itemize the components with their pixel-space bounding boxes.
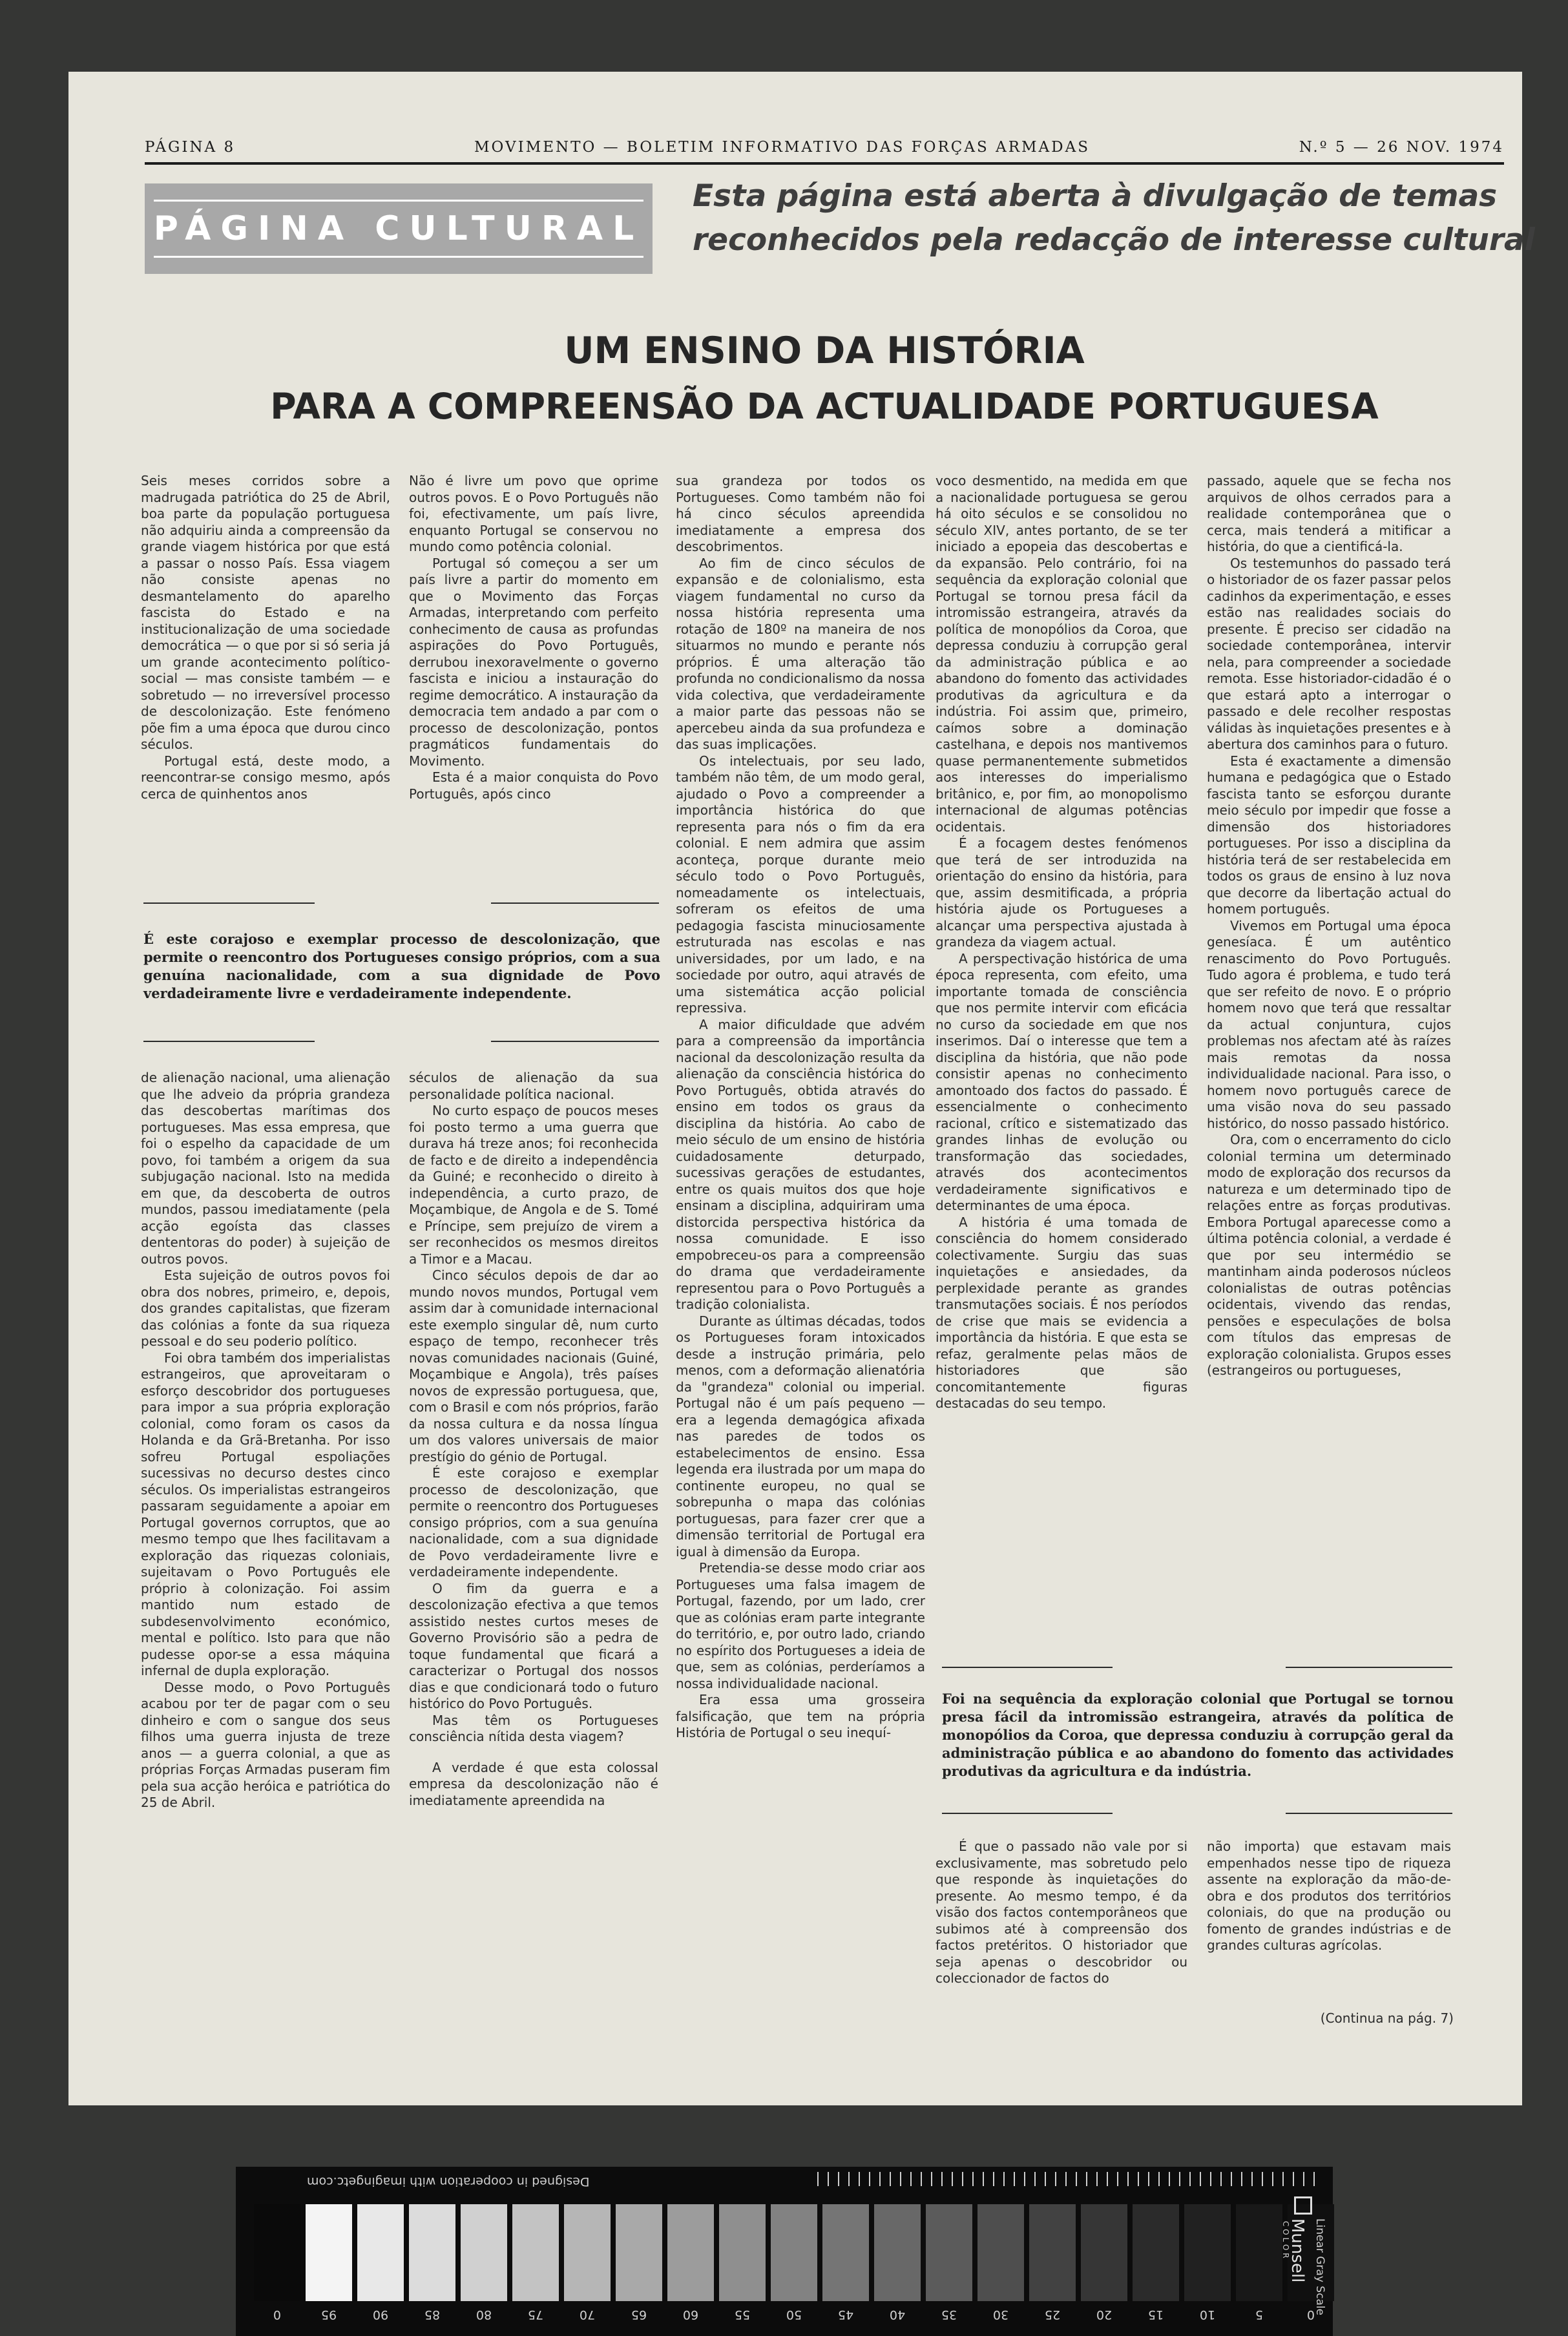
intro-text (693, 174, 1535, 262)
gray-swatch (874, 2204, 921, 2301)
paragraph: É que o passado não vale por si exclusivamente, mas sobretudo pelo que responde às inquietações do presente. Ao mesmo tempo, é da visão dos factos contemporâneos que subimos até à compreensão dos factos pretéritos. O historiador que seja apenas o descobridor ou coleccionador de factos do (936, 1839, 1187, 1986)
gray-swatch (1133, 2204, 1179, 2301)
card-top-strip (236, 2167, 1333, 2196)
paragraph: Esta sujeição de outros povos foi obra dos nobres, primeiro, e, depois, dos grandes capitalistas, que fizeram das colónias a fonte da sua riqueza pessoal e do seu poderio político. (141, 1267, 390, 1349)
paragraph: Portugal só começou a ser um país livre a partir do momento em que o Movimento das Forças Armadas, interpretando com perfeito conhecimento de causa as profundas aspirações do Povo Português, derrubou inexoravelmente o governo fascista e iniciou a instauração do regime democrático. A instauração da democracia tem andado a par com o processo de descolonização, pontos pragmáticos fundamentais do Movimento. (409, 555, 658, 769)
column-4-bottom (936, 1839, 1187, 1987)
column-4-top (936, 473, 1187, 1412)
gray-scale-number: 85 (424, 2308, 441, 2322)
pull-quote-rule-top (942, 1667, 1113, 1668)
paragraph: Vivemos em Portugal uma época genesíaca. É um autêntico renascimento do Povo Português. Tudo agora é problema, e tudo terá que ser refeito de novo. E o próprio homem novo que terá que ressaltar da actual conjuntura, cujos problemas nos afectam até às raízes mais remotas da nossa individualidade nacional. Para isso, o homem novo português carece de uma visão nova do seu passado histórico, do nosso passado histórico. (1207, 917, 1451, 1131)
column-3 (676, 473, 925, 1742)
gray-swatch (1184, 2204, 1231, 2301)
gray-swatch (461, 2204, 507, 2301)
intro-line-2: reconhecidos pela redacção de interesse cultural (693, 222, 1535, 258)
column-1-bottom (141, 1070, 390, 1811)
gray-swatch (719, 2204, 766, 2301)
pull-quote-rule-top (1286, 1667, 1452, 1668)
column-5-bottom (1207, 1839, 1451, 1954)
pull-quote-rule-bottom (1286, 1813, 1452, 1814)
pull-quote-rule-bottom (491, 1041, 659, 1042)
gray-scale-number: 95 (320, 2308, 337, 2322)
brand-name: Munsell (1288, 2218, 1307, 2283)
gray-scale-number: 65 (631, 2308, 647, 2322)
gray-swatch (1236, 2204, 1282, 2301)
paragraph: Durante as últimas décadas, todos os Portugueses foram intoxicados desde a instrução primária, pelo menos, com a deformação alienatória da "grandeza" colonial ou imperial. Portugal não é um país pequeno — era a legenda demagógica afixada nas paredes de todos os estabelecimentos de ensino. Essa legenda era ilustrada por um mapa do continente europeu, no qual se sobrepunha o mapa das colónias portuguesas, para fazer crer que a dimensão territorial de Portugal era igual à dimensão da Europa. (676, 1313, 925, 1559)
gray-scale-number: 20 (1096, 2308, 1113, 2322)
gray-scale-number: 60 (682, 2308, 699, 2322)
pull-quote-rule-top (491, 902, 659, 904)
section-label-box (145, 183, 653, 274)
paragraph: Mas têm os Portugueses consciência nítida desta viagem? (409, 1712, 658, 1744)
ruler-ticks (817, 2172, 1321, 2186)
gray-swatch (926, 2204, 972, 2301)
munsell-brand (1277, 2193, 1329, 2335)
intro-line-1: Esta página está aberta à divulgação de temas (693, 178, 1498, 214)
column-2-top (409, 473, 658, 802)
paragraph: voco desmentido, na medida em que a nacionalidade portuguesa se gerou há oito séculos e se consolidou no século XIV, antes portanto, de se ter iniciado a epopeia das descobertas e da expansão. Pelo contrário, foi na sequência da exploração colonial que Portugal se tornou presa fácil da intromissão estrangeira, através da política de monopólios da Coroa, que depressa conduziu à corrupção geral da administração pública e ao abandono do fomento das actividades produtivas da agricultura e da indústria. Foi assim que, primeiro, caímos sobre a dominação castelhana, e depois nos mantivemos quase permanentemente submetidos aos interesses do imperialismo britânico, e, por fim, ao monopolismo internacional de algumas potências ocidentais. (936, 473, 1187, 835)
gray-scale-number: 5 (1255, 2308, 1264, 2322)
title-line-2: PARA A COMPREENSÃO DA ACTUALIDADE PORTUGUESA (270, 386, 1379, 427)
paragraph: Pretendia-se desse modo criar aos Portugueses uma falsa imagem de Portugal, fazendo, por um lado, crer que as colónias eram parte integrante do território, e, por outro lado, criando no espírito dos Portugueses a ideia de que, sem as colónias, perderíamos a nossa individualidade nacional. (676, 1560, 925, 1691)
paragraph: A maior dificuldade que advém para a compreensão da importância nacional da descolonização resulta da alienação da consciência histórica do Povo Português, obtida através do ensino em todos os graus da disciplina da história. Ao cabo de meio século de um ensino de história cuidadosamente deturpado, sucessivas gerações de estudantes, entre os quais muitos dos que hoje ensinam a disciplina, adquiriram uma distorcida perspectiva histórica da nossa comunidade. E isso empobreceu-os para a compreensão do drama que verdadeiramente representou para o Povo Português a tradição colonialista. (676, 1016, 925, 1312)
gray-scale-number: 55 (734, 2308, 751, 2322)
pull-quote-rule-bottom (942, 1813, 1113, 1814)
pull-quote-1: É este corajoso e exemplar processo de descolonização, que permite o reencontro dos Portugueses consigo próprios, com a sua genuína nacionalidade, com a sua dignidade de Povo verdadeiramente livre e verdadeiramente independente. (143, 931, 660, 1001)
gray-scale-number: 50 (786, 2308, 802, 2322)
gray-swatch (1029, 2204, 1076, 2301)
paragraph: Era essa uma grosseira falsificação, que tem na própria História de Portugal o seu inequí- (676, 1692, 925, 1740)
paragraph: Desse modo, o Povo Português acabou por ter de pagar com o seu dinheiro e com o sangue dos seus filhos uma guerra injusta de treze anos — a guerra colonial, a que as próprias Forças Armadas puseram fim pela sua acção heróica e patriótica do 25 de Abril. (141, 1679, 390, 1810)
paragraph: Portugal está, deste modo, a reencontrar-se consigo mesmo, após cerca de quinhentos anos (141, 753, 390, 802)
gray-scale-number: 10 (1199, 2308, 1216, 2322)
pull-quote-rule-top (143, 902, 315, 904)
gray-swatch (1081, 2204, 1127, 2301)
pull-quote-2: Foi na sequência da exploração colonial que Portugal se tornou presa fácil da intromissão estrangeira, através da política de monopólios da Coroa, que depressa conduziu à corrupção geral da administração pública e ao abandono do fomento das actividades produtivas da agricultura e da indústria. (942, 1691, 1454, 1779)
paragraph: A verdade é que esta colossal empresa da descolonização não é imediatamente apreendida na (409, 1759, 658, 1808)
munsell-logo-icon (1294, 2196, 1312, 2215)
paragraph: Foi obra também dos imperialistas estrangeiros, que aproveitaram o esforço descobridor dos portugueses para impor a sua própria exploração colonial, como foram os casos da Holanda e da Grã-Bretanha. Por isso sofreu Portugal espoliações sucessivas no decurso destes cinco séculos. Os imperialistas estrangeiros passaram seguidamente a apoiar em Portugal governos corruptos, que ao mesmo tempo que lhes facilitavam a exploração das riquezas coloniais, sujeitavam o Povo Português ele próprio à colonização. Foi assim mantido num estado de subdesenvolvimento económico, mental e político. Isto para que não pudesse opor-se a essa máquina infernal de dupla exploração. (141, 1350, 390, 1678)
paragraph: É a focagem destes fenómenos que terá de ser introduzida na orientação do ensino da história, para que, assim desmitificada, a própria história ajude os Portugueses a alcançar uma perspectiva ajustada à grandeza da viagem actual. (936, 835, 1187, 950)
page-header (145, 135, 1504, 165)
gray-scale-number: 0 (1306, 2308, 1315, 2322)
gray-swatch (564, 2204, 611, 2301)
gray-swatch (357, 2204, 404, 2301)
paragraph: Esta é exactamente a dimensão humana e pedagógica que o Estado fascista tanto se esforçou durante meio século por impedir que fosse a dimensão dos historiadores portugueses. Por isso a disciplina da história terá de ser restabelecida em todos os graus de ensino à luz nova que decorre da libertação actual do homem português. (1207, 753, 1451, 917)
gray-scale-number: 75 (527, 2308, 544, 2322)
gray-scale-number: 15 (1147, 2308, 1164, 2322)
paragraph: sua grandeza por todos os Portugueses. Como também não foi há cinco séculos apreendida imediatamente a empresa dos descobrimentos. (676, 473, 925, 554)
continued-note: (Continua na pág. 7) (1320, 2010, 1454, 2026)
title-line-1: UM ENSINO DA HISTÓRIA (564, 329, 1085, 372)
gray-scale-number: 25 (1044, 2308, 1061, 2322)
column-2-bottom (409, 1070, 658, 1809)
paragraph: No curto espaço de poucos meses foi posto termo a uma guerra que durava há treze anos; foi reconhecida de facto e de direito a independência da Guiné; e reconhecido o direito à independência, a curto prazo, de Moçambique, de Angola e de S. Tomé e Príncipe, sem prejuízo de virem a ser reconhecidos os mesmos direitos a Timor e a Macau. (409, 1103, 658, 1267)
issue-date: N.º 5 — 26 NOV. 1974 (1299, 139, 1504, 156)
paragraph: Cinco séculos depois de dar ao mundo novos mundos, Portugal vem assim dar à comunidade internacional este exemplo singular dê, num curto espaço de tempo, reconhecer três novas comunidades nacionais (Guiné, Moçambique e Angola), três países novos de expressão portuguesa, que, com o Brasil e com nós próprios, farão da nossa cultura e da nossa língua um dos valores universais de maior prestígio do génio de Portugal. (409, 1267, 658, 1465)
paragraph: Ora, com o encerramento do ciclo colonial termina um determinado modo de exploração dos recursos da natureza e um determinado tipo de relações entre as forças produtivas. Embora Portugal aparecesse como a última potência colonial, a verdade é que por seu intermédio se mantinham ainda poderosos núcleos colonialistas de outras potências ocidentais, vivendo das rendas, pensões e especulações de bolsa com títulos das empresas de exploração colonialista. Grupos esses (estrangeiros ou portugueses, (1207, 1132, 1451, 1378)
publication-name: MOVIMENTO — BOLETIM INFORMATIVO DAS FORÇAS ARMADAS (474, 139, 1090, 156)
gray-swatch (409, 2204, 455, 2301)
gray-scale-number: 80 (476, 2308, 492, 2322)
gray-scale-number: 40 (889, 2308, 906, 2322)
gray-swatch (254, 2204, 300, 2301)
paragraph: de alienação nacional, uma alienação que lhe adveio da própria grandeza das descobertas marítimas dos portugueses. Mas essa empresa, que foi o espelho da capacidade de um povo, foi também a origem da sua subjugação nacional. Isto na medida em que, da descoberta de outros mundos, passou imediatamente (pela acção egoísta das classes dententoras do poder) à sujeição de outros povos. (141, 1070, 390, 1267)
gray-swatch (512, 2204, 559, 2301)
color-calibration-card (236, 2167, 1333, 2336)
gray-swatch (771, 2204, 817, 2301)
section-label: PÁGINA CULTURAL (154, 200, 644, 258)
gray-scale-number: 90 (372, 2308, 389, 2322)
gray-swatch (667, 2204, 714, 2301)
gray-scale-number: 35 (941, 2308, 957, 2322)
paragraph: A história é uma tomada de consciência do homem considerado colectivamente. Surgiu das suas inquietações e ansiedades, da perplexidade perante as grandes transmutações sociais. É nos períodos de crise que mais se evidencia a importância da história. E que esta se refaz, geralmente pelas mãos de historiadores que são concomitantemente figuras destacadas do seu tempo. (936, 1214, 1187, 1411)
paragraph: A perspectivação histórica de uma época representa, com efeito, uma importante tomada de consciência que nos permite intervir com eficácia no curso da sociedade em que nos inserimos. Daí o interesse que tem a disciplina da história, que não pode consistir apenas no conhecimento amontoado dos factos do passado. É essencialmente o conhecimento racional, crítico e sistematizado das grandes linhas de evolução ou transformação das sociedades, através dos acontecimentos verdadeiramente significativos e determinantes de uma época. (936, 950, 1187, 1213)
page-number: PÁGINA 8 (145, 139, 236, 156)
gray-swatch (616, 2204, 662, 2301)
brand-subtitle: C O L O R (1281, 2221, 1290, 2258)
paragraph: Os intelectuais, por seu lado, também não têm, de um modo geral, ajudado o Povo a compreender a importância histórica do que representa para nós o fim da era colonial. E nem admira que assim aconteça, porque durante meio século todo o Povo Português, nomeadamente os intelectuais, sofreram os efeitos de uma pedagogia fascista minuciosamente estruturada nas escolas e nas universidades, por um lado, e na sociedade por outro, aqui através de uma sistemática acção policial repressiva. (676, 753, 925, 1016)
gray-swatch (822, 2204, 869, 2301)
paragraph: Esta é a maior conquista do Povo Português, após cinco (409, 769, 658, 802)
scale-name: Linear Gray Scale (1313, 2218, 1326, 2316)
gray-scale-number: 0 (273, 2308, 282, 2322)
gray-scale-number: 45 (837, 2308, 854, 2322)
column-5-top (1207, 473, 1451, 1379)
paragraph: Os testemunhos do passado terá o historiador de os fazer passar pelos cadinhos da experimentação, e esses estão nas realidades sociais do presente. É preciso ser cidadão na sociedade contemporânea, intervir nela, para compreender a sociedade remota. Esse historiador-cidadão é o que estará apto a interrogar o passado e dele recolher respostas válidas às inquietações presentes e à abertura dos caminhos para o futuro. (1207, 555, 1451, 752)
column-1-top (141, 473, 390, 802)
paragraph: É este corajoso e exemplar processo de descolonização, que permite o reencontro dos Portugueses consigo próprios, com a sua genuína nacionalidade, com a sua dignidade de Povo verdadeiramente livre e verdadeiramente independente. (409, 1465, 658, 1580)
paragraph: Seis meses corridos sobre a madrugada patriótica do 25 de Abril, boa parte da população portuguesa não adquiriu ainda a compreensão da grande viagem histórica por que está a passar o nosso País. Essa viagem não consiste apenas no desmantelamento do aparelho fascista do Estado e na institucionalização de uma sociedade democrática — o que por si só seria já um grande acontecimento político-social — mas consiste também — e sobretudo — no irreversível processo de descolonização. Este fenómeno põe fim a uma época que durou cinco séculos. (141, 473, 390, 752)
paragraph: Não é livre um povo que oprime outros povos. E o Povo Português não foi, efectivamente, um país livre, enquanto Portugal se conservou no mundo como potência colonial. (409, 473, 658, 554)
pull-quote-rule-bottom (143, 1041, 315, 1042)
article-title (145, 323, 1504, 434)
paragraph: passado, aquele que se fecha nos arquivos de olhos cerrados para a realidade contemporânea que o cerca, mais tenderá a mitificar a história, do que a cientificá-la. (1207, 473, 1451, 554)
paragraph: não importa) que estavam mais empenhados nesse tipo de riqueza assente na exploração da mão-de-obra e dos produtos dos territórios coloniais, do que na produção ou fomento de grandes indústrias e de grandes culturas agrícolas. (1207, 1839, 1451, 1953)
gray-swatch (977, 2204, 1024, 2301)
gray-swatch (306, 2204, 352, 2301)
paragraph: séculos de alienação da sua personalidade política nacional. (409, 1070, 658, 1102)
paragraph: Ao fim de cinco séculos de expansão e de colonialismo, esta viagem fundamental no curso da nossa história representa uma rotação de 180º na maneira de nos situarmos no mundo e perante nós próprios. É uma alteração tão profunda no condicionalismo da nossa vida colectiva, que verdadeiramente a maior parte das pessoas não se apercebeu ainda da sua profundeza e das suas implicações. (676, 555, 925, 752)
gray-scale-number: 70 (579, 2308, 596, 2322)
gray-scale-number: 30 (992, 2308, 1009, 2322)
paragraph: O fim da guerra e a descolonização efectiva a que temos assistido nestes curtos meses de Governo Provisório são a pedra de toque fundamental que ficará a caracterizar o Portugal dos nossos dias e que condicionará todo o futuro histórico do Povo Português. (409, 1580, 658, 1711)
card-credit: Designed in cooperation with imagingetc.com (307, 2174, 590, 2189)
